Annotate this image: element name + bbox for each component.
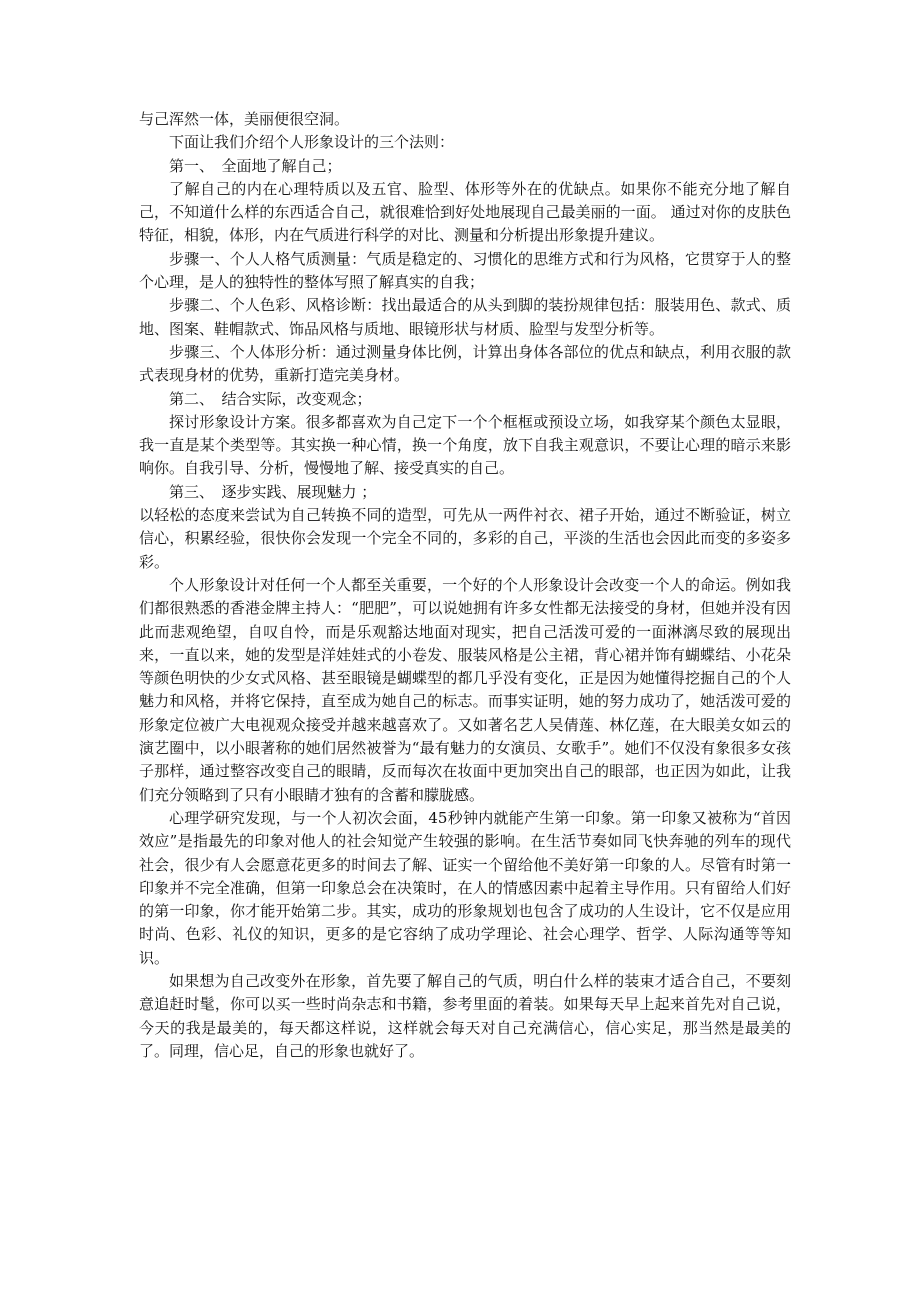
paragraph-first-impression: 心理学研究发现，与一个人初次会面，45秒钟内就能产生第一印象。第一印象又被称为“首因效应”是指最先的印象对他人的社会知觉产生较强的影响。在生活节奏如同飞快奔驰的列车的现代社会，很少有人会愿意花更多的时间去了解、证实一个留给他不美好第一印象的人。尽管有时第一印象并不完全准确，但第一印象总会在决策时，在人的情感因素中起着主导作用。只有留给人们好的第一印象，你才能开始第二步。其实，成功的形象规划也包含了成功的人生设计，它不仅是应用时尚、色彩、礼仪的知识，更多的是它容纳了成功学理论、社会心理学、哲学、人际沟通等等知识。 (139, 808, 791, 967)
heading-rule-one: 第一、 全面地了解自己； (169, 156, 342, 175)
paragraph-rule-one-body: 了解自己的内在心理特质以及五官、脸型、体形等外在的优缺点。如果你不能充分地了解自己，不知道什么样的东西适合自己，就很难恰到好处地展现自己最美丽的一面。 通过对你的皮肤色特征，相貌，体形，内在气质进行科学的对比、测量和分析提出形象提升建议。 (139, 179, 791, 245)
paragraph-intro-three-rules: 下面让我们介绍个人形象设计的三个法则： (169, 133, 455, 152)
paragraph-step-two: 步骤二、个人色彩、风格诊断：找出最适合的从头到脚的装扮规律包括：服装用色、款式、质地、图案、鞋帽款式、饰品风格与质地、眼镜形状与材质、脸型与发型分析等。 (139, 296, 791, 338)
paragraph-continuation: 与己浑然一体，美丽便很空洞。 (139, 110, 350, 128)
document-body (139, 108, 791, 1063)
paragraph-rule-three-body: 以轻松的态度来尝试为自己转换不同的造型，可先从一两件衬衣、裙子开始，通过不断验证，树立信心，积累经验，很快你会发现一个完全不同的，多彩的自己，平淡的生活也会因此而变的多姿多彩。 (139, 506, 791, 571)
paragraph-conclusion: 如果想为自己改变外在形象，首先要了解自己的气质，明白什么样的装束才适合自己，不要刻意追赶时髦，你可以买一些时尚杂志和书籍，参考里面的着装。如果每天早上起来首先对自己说，今天的我是最美的，每天都这样说，这样就会每天对自己充满信心，信心实足，那当然是最美的了。同理，信心足，自己的形象也就好了。 (139, 971, 791, 1060)
heading-rule-three: 第三、 逐步实践、展现魅力 ； (169, 482, 377, 501)
paragraph-step-three: 步骤三、个人体形分析：通过测量身体比例，计算出身体各部位的优点和缺点，利用衣服的款式表现身材的优势，重新打造完美身材。 (139, 342, 791, 385)
paragraph-step-one: 步骤一、个人人格气质测量：气质是稳定的、习惯化的思维方式和行为风格，它贯穿于人的整个心理，是人的独特性的整体写照了解真实的自我； (139, 249, 791, 292)
paragraph-rule-two-body: 探讨形象设计方案。很多都喜欢为自己定下一个个框框或预设立场，如我穿某个颜色太显眼，我一直是某个类型等。其实换一种心情，换一个角度，放下自我主观意识，不要让心理的暗示来影响你。自我引导、分析，慢慢地了解、接受真实的自己。 (139, 412, 791, 478)
paragraph-importance-example: 个人形象设计对任何一个人都至关重要，一个好的个人形象设计会改变一个人的命运。例如我们都很熟悉的香港金牌主持人：“肥肥”，可以说她拥有许多女性都无法接受的身材，但她并没有因此而悲观绝望，自叹自怜，而是乐观豁达地面对现实，把自己活泼可爱的一面淋漓尽致的展现出来，一直以来，她的发型是洋娃娃式的小卷发、服装风格是公主裙，背心裙并饰有蝴蝶结、小花朵等颜色明快的少女式风格、甚至眼镜是蝴蝶型的都几乎没有变化，正是因为她懂得挖掘自己的个人魅力和风格，并将它保持，直至成为她自己的标志。而事实证明，她的努力成功了，她活泼可爱的形象定位被广大电视观众接受并越来越喜欢了。又如著名艺人吴倩莲、林亿莲，在大眼美女如云的演艺圈中，以小眼著称的她们居然被誉为“最有魅力的女演员、女歌手”。她们不仅没有象很多女孩子那样，通过整容改变自己的眼睛，反而每次在妆面中更加突出自己的眼部，也正因为如此，让我们充分领略到了只有小眼睛才独有的含蓄和朦胧感。 (139, 575, 791, 804)
heading-rule-two: 第二、 结合实际，改变观念； (169, 389, 372, 408)
